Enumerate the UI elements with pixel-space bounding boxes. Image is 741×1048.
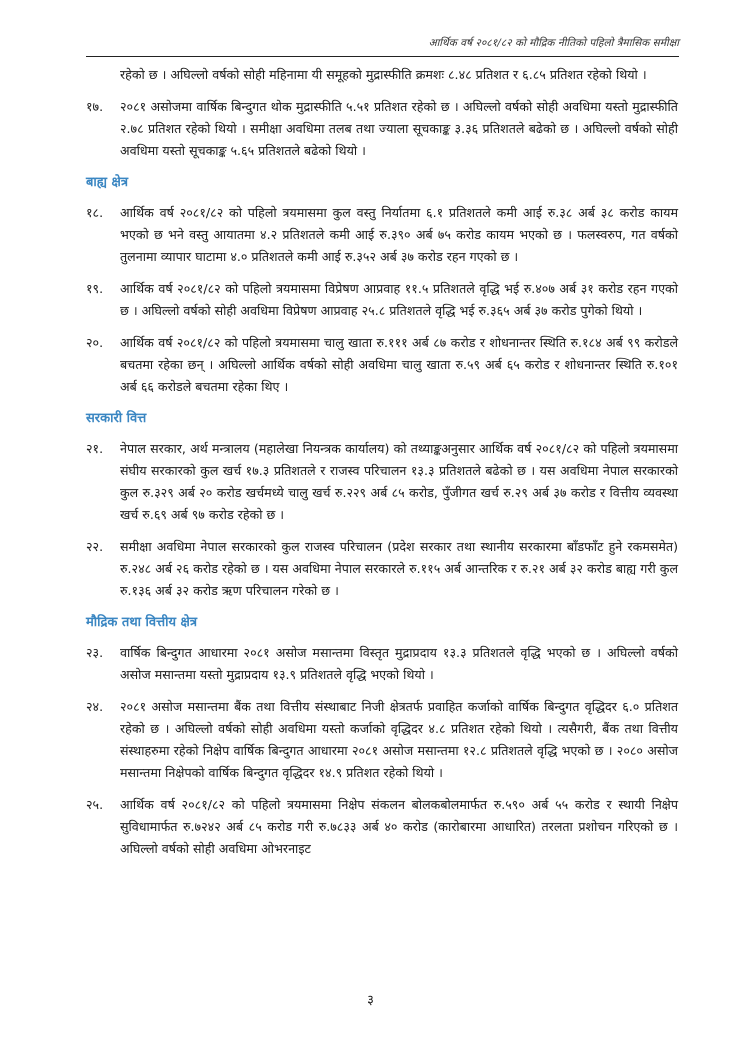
paragraph-17 xyxy=(86,96,678,162)
paragraph-number: २२. xyxy=(86,539,104,554)
paragraph-23 xyxy=(86,642,678,686)
paragraph-text: आर्थिक वर्ष २०८१/८२ को पहिलो त्रयमासमा कुल वस्तु निर्यातमा ६.१ प्रतिशतले कमी आई रु.३८ अर्ब ३८ करोड कायम भएको छ भने वस्तु आयातमा ४.२ प्रतिशतले कमी आई रु.३९० अर्ब ७५ करोड कायम भएको छ । फलस्वरुप, गत वर्षको तुलनामा व्यापार घाटामा ४.० प्रतिशतले कमी आई रु.३५२ अर्ब ३७ करोड रहन गएको छ । xyxy=(120,205,678,264)
paragraph-text: वार्षिक बिन्दुगत आधारमा २०८१ असोज मसान्तमा विस्तृत मुद्राप्रदाय १३.३ प्रतिशतले वृद्धि भएको छ । अघिल्लो वर्षको असोज मसान्तमा यस्तो मुद्राप्रदाय १३.९ प्रतिशतले वृद्धि भएको थियो । xyxy=(120,645,678,682)
section-heading-government: सरकारी वित्त xyxy=(86,411,147,426)
page-number: ३ xyxy=(367,993,374,1008)
paragraph-number: २३. xyxy=(86,645,104,660)
paragraph-20 xyxy=(86,332,678,398)
section-heading-external: बाह्य क्षेत्र xyxy=(86,175,129,190)
paragraph-18 xyxy=(86,202,678,268)
paragraph-25 xyxy=(86,794,678,860)
paragraph-text: आर्थिक वर्ष २०८१/८२ को पहिलो त्रयमासमा चालु खाता रु.१११ अर्ब ८७ करोड र शोधनान्तर स्थिति रु.१८४ अर्ब ९९ करोडले बचतमा रहेका छन् । अघिल्लो आर्थिक वर्षको सोही अवधिमा चालु खाता रु.५९ अर्ब ६५ करोड र शोधनान्तर स्थिति रु.१०१ अर्ब ६६ करोडले बचतमा रहेका थिए । xyxy=(120,335,678,394)
paragraph-number: १७. xyxy=(86,99,104,114)
paragraph-number: २०. xyxy=(86,335,104,350)
paragraph-19 xyxy=(86,278,678,322)
paragraph-text: २०८१ असोज मसान्तमा बैंक तथा वित्तीय संस्थाबाट निजी क्षेत्रतर्फ प्रवाहित कर्जाको वार्षिक बिन्दुगत वृद्धिदर ६.० प्रतिशत रहेको छ । अघिल्लो वर्षको सोही अवधिमा यस्तो कर्जाको वृद्धिदर ४.८ प्रतिशत रहेको थियो । त्यसैगरी, बैंक तथा वित्तीय संस्थाहरुमा रहेको निक्षेप वार्षिक बिन्दुगत आधारमा २०८१ असोज मसान्तमा १२.८ प्रतिशतले वृद्धि भएको छ । २०८० असोज मसान्तमा निक्षेपको वार्षिक बिन्दुगत वृद्धिदर १४.९ प्रतिशत रहेको थियो । xyxy=(120,699,678,780)
paragraph-text: नेपाल सरकार, अर्थ मन्त्रालय (महालेखा नियन्त्रक कार्यालय) को तथ्याङ्कअनुसार आर्थिक वर्ष २०८१/८२ को पहिलो त्रयमासमा संघीय सरकारको कुल खर्च १७.३ प्रतिशतले र राजस्व परिचालन १३.३ प्रतिशतले बढेको छ । यस अवधिमा नेपाल सरकारको कुल रु.३२९ अर्ब २० करोड खर्चमध्ये चालु खर्च रु.२२९ अर्ब ८५ करोड, पुँजीगत खर्च रु.२९ अर्ब ३७ करोड र वित्तीय व्यवस्था खर्च रु.६९ अर्ब ९७ करोड रहेको छ । xyxy=(120,441,678,522)
paragraph-number: २४. xyxy=(86,699,104,714)
paragraph-number: १८. xyxy=(86,205,104,220)
paragraph-22 xyxy=(86,536,678,602)
paragraph-number: २५. xyxy=(86,797,104,812)
header-rule xyxy=(86,56,679,57)
paragraph-number: २१. xyxy=(86,441,104,456)
paragraph-21 xyxy=(86,438,678,526)
section-heading-monetary: मौद्रिक तथा वित्तीय क्षेत्र xyxy=(86,615,198,630)
paragraph-16-continued xyxy=(86,64,678,86)
paragraph-text: २०८१ असोजमा वार्षिक बिन्दुगत थोक मुद्रास्फीति ५.५१ प्रतिशत रहेको छ । अघिल्लो वर्षको सोही अवधिमा यस्तो मुद्रास्फीति २.७८ प्रतिशत रहेको थियो । समीक्षा अवधिमा तलब तथा ज्याला सूचकाङ्क ३.३६ प्रतिशतले बढेको छ । अघिल्लो वर्षको सोही अवधिमा यस्तो सूचकाङ्क ५.६५ प्रतिशतले बढेको थियो । xyxy=(120,99,678,158)
page-body xyxy=(86,64,678,870)
paragraph-24 xyxy=(86,696,678,784)
paragraph-text: आर्थिक वर्ष २०८१/८२ को पहिलो त्रयमासमा विप्रेषण आप्रवाह ११.५ प्रतिशतले वृद्धि भई रु.४०७ अर्ब ३१ करोड रहन गएको छ । अघिल्लो वर्षको सोही अवधिमा विप्रेषण आप्रवाह २५.८ प्रतिशतले वृद्धि भई रु.३६५ अर्ब ३७ करोड पुगेको थियो । xyxy=(120,281,678,318)
running-header: आर्थिक वर्ष २०८१/८२ को मौद्रिक नीतिको पहिलो त्रैमासिक समीक्षा xyxy=(428,37,679,49)
paragraph-text: समीक्षा अवधिमा नेपाल सरकारको कुल राजस्व परिचालन (प्रदेश सरकार तथा स्थानीय सरकारमा बाँडफाँट हुने रकमसमेत) रु.२४८ अर्ब २६ करोड रहेको छ । यस अवधिमा नेपाल सरकारले रु.११५ अर्ब आन्तरिक र रु.२१ अर्ब ३२ करोड बाह्य गरी कुल रु.१३६ अर्ब ३२ करोड ऋण परिचालन गरेको छ । xyxy=(120,539,678,598)
paragraph-number: १९. xyxy=(86,281,104,296)
paragraph-text: रहेको छ । अघिल्लो वर्षको सोही महिनामा यी समूहको मुद्रास्फीति क्रमशः ८.४८ प्रतिशत र ६.८५ प्रतिशत रहेको थियो । xyxy=(120,67,647,82)
paragraph-text: आर्थिक वर्ष २०८१/८२ को पहिलो त्रयमासमा निक्षेप संकलन बोलकबोलमार्फत रु.५९० अर्ब ५५ करोड र स्थायी निक्षेप सुविधामार्फत रु.७२४२ अर्ब ८५ करोड गरी रु.७८३३ अर्ब ४० करोड (कारोबारमा आधारित) तरलता प्रशोचन गरिएको छ । अघिल्लो वर्षको सोही अवधिमा ओभरनाइट xyxy=(120,797,678,856)
